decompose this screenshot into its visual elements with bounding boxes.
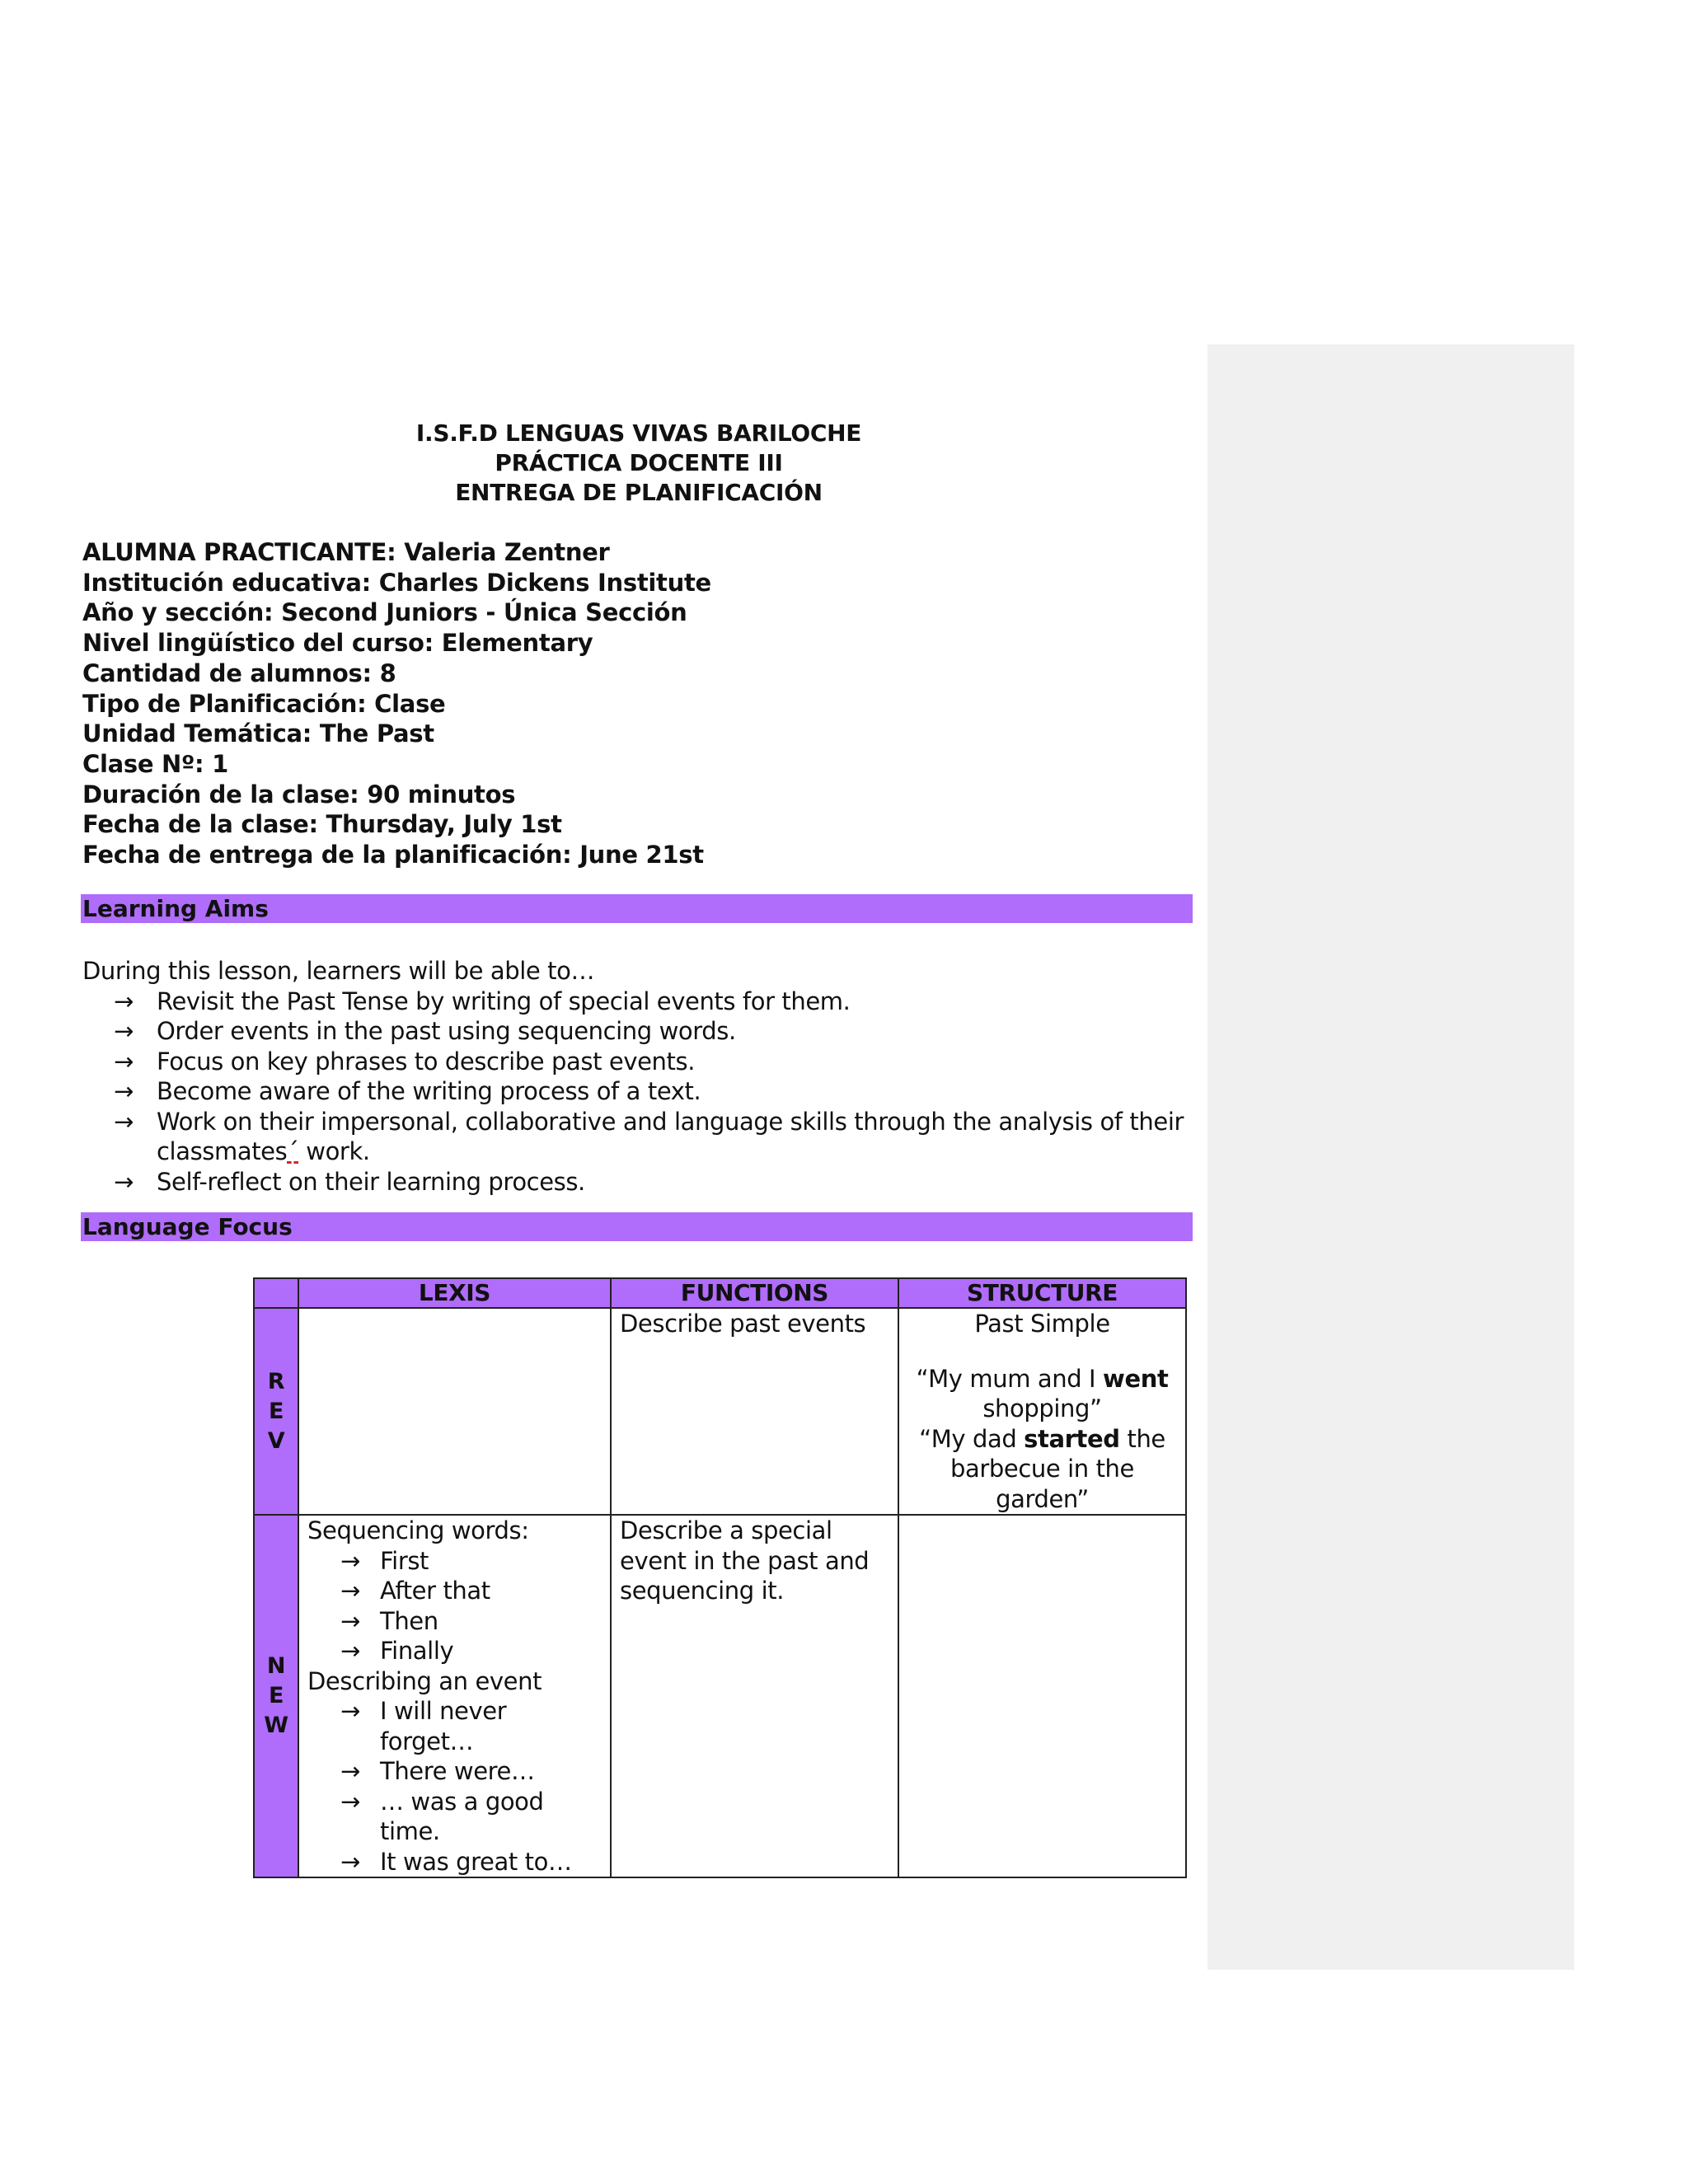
row-label-letter: E <box>268 1683 284 1708</box>
header-doc-type: ENTREGA DE PLANIFICACIÓN <box>455 479 823 506</box>
rev-lexis-cell <box>298 1308 611 1515</box>
structure-title: Past Simple <box>974 1310 1110 1338</box>
info-class-number: Clase Nº: 1 <box>82 749 229 778</box>
new-lexis-cell <box>298 1515 611 1877</box>
list-item <box>307 1636 602 1666</box>
arrow-icon: → <box>340 1637 360 1665</box>
info-delivery-date: Fecha de entrega de la planificación: June 21st <box>82 841 704 869</box>
quote-text: the <box>1119 1424 1165 1453</box>
arrow-icon: → <box>114 1107 134 1136</box>
functions-text: sequencing it. <box>620 1577 785 1605</box>
list-item <box>307 1787 602 1817</box>
arrow-icon: → <box>340 1757 360 1785</box>
lexis-subtitle: Sequencing words: <box>307 1516 529 1544</box>
language-focus-heading: Language Focus <box>81 1212 1193 1241</box>
document-header <box>82 419 1195 508</box>
info-institution: Institución educativa: Charles Dickens Institute <box>82 568 711 597</box>
rev-structure-cell <box>898 1308 1186 1515</box>
aim-text: Revisit the Past Tense by writing of special events for them. <box>157 987 851 1015</box>
arrow-icon: → <box>340 1546 360 1575</box>
list-item <box>82 1016 1195 1047</box>
lexis-item: I will never <box>380 1697 507 1725</box>
arrow-icon: → <box>114 1047 134 1076</box>
example-quote-2-cont: barbecue in the <box>950 1455 1134 1483</box>
lexis-item: It was great to… <box>380 1847 572 1876</box>
list-item <box>307 1696 602 1727</box>
table-corner-cell <box>254 1278 298 1308</box>
info-duration: Duración de la clase: 90 minutos <box>82 780 516 808</box>
info-unit: Unidad Temática: The Past <box>82 719 434 748</box>
arrow-icon: → <box>340 1847 360 1876</box>
table-header-row <box>254 1278 1186 1308</box>
example-quote-1 <box>907 1364 1177 1394</box>
functions-text: event in the past and <box>620 1546 870 1575</box>
aim-text-cont: classmates <box>157 1137 288 1165</box>
list-item <box>307 1847 602 1877</box>
new-functions-cell <box>611 1515 898 1877</box>
info-block <box>82 537 1195 870</box>
arrow-icon: → <box>114 1167 134 1196</box>
example-quote-1-end: shopping” <box>982 1394 1102 1422</box>
lexis-item: Finally <box>380 1637 454 1665</box>
quote-verb: went <box>1103 1364 1169 1393</box>
spelling-mark: ´ <box>287 1137 299 1165</box>
rev-functions-cell: Describe past events <box>611 1308 898 1515</box>
list-item <box>82 1076 1195 1107</box>
list-item <box>307 1606 602 1637</box>
list-item <box>82 1047 1195 1077</box>
functions-text: Describe a special <box>620 1516 832 1544</box>
table-row <box>254 1308 1186 1515</box>
list-item <box>307 1546 602 1577</box>
aim-text: Focus on key phrases to describe past events. <box>157 1047 696 1076</box>
comment-pane <box>1207 344 1574 1970</box>
list-item <box>82 987 1195 1017</box>
header-course: PRÁCTICA DOCENTE III <box>495 449 783 476</box>
lexis-item: First <box>380 1546 429 1575</box>
row-label-letter: N <box>266 1653 286 1679</box>
column-header-functions: FUNCTIONS <box>611 1278 898 1308</box>
arrow-icon: → <box>114 987 134 1015</box>
arrow-icon: → <box>340 1697 360 1725</box>
aim-text: Become aware of the writing process of a text. <box>157 1077 701 1105</box>
row-label-letter: W <box>264 1713 288 1738</box>
info-class-date: Fecha de la clase: Thursday, July 1st <box>82 810 562 839</box>
row-label-rev <box>254 1308 298 1515</box>
learning-aims <box>82 956 1195 1197</box>
learning-aims-heading: Learning Aims <box>81 894 1193 923</box>
lexis-item: Then <box>380 1606 438 1635</box>
quote-text: “My dad <box>919 1424 1025 1453</box>
table-row <box>254 1515 1186 1877</box>
lexis-subtitle: Describing an event <box>307 1666 542 1695</box>
lexis-item: After that <box>380 1577 490 1605</box>
lexis-item: There were… <box>380 1757 535 1785</box>
aim-text-cont-end: work. <box>298 1137 370 1165</box>
aims-intro: During this lesson, learners will be able to… <box>82 957 595 985</box>
list-item <box>82 1167 1195 1197</box>
row-label-letter: E <box>268 1398 284 1424</box>
arrow-icon: → <box>340 1787 360 1816</box>
arrow-icon: → <box>340 1606 360 1635</box>
aims-list <box>82 987 1195 1197</box>
arrow-icon: → <box>114 1017 134 1045</box>
list-item-cont: forget… <box>380 1727 474 1755</box>
aim-text: Work on their impersonal, collaborative and language skills through the analysis of their <box>157 1107 1184 1136</box>
row-label-letter: R <box>267 1368 285 1394</box>
quote-text: “My mum and I <box>916 1364 1104 1393</box>
example-quote-2 <box>907 1424 1177 1455</box>
quote-verb: started <box>1024 1424 1120 1453</box>
language-focus-table <box>253 1277 1187 1878</box>
aim-text: Self-reflect on their learning process. <box>157 1167 585 1196</box>
aim-text: Order events in the past using sequencing words. <box>157 1017 736 1045</box>
column-header-lexis: LEXIS <box>298 1278 611 1308</box>
info-student: ALUMNA PRACTICANTE: Valeria Zentner <box>82 538 610 566</box>
column-header-structure: STRUCTURE <box>898 1278 1186 1308</box>
list-item-cont: time. <box>380 1817 440 1845</box>
row-label-letter: V <box>267 1427 285 1454</box>
new-structure-cell <box>898 1515 1186 1877</box>
info-plan-type: Tipo de Planificación: Clase <box>82 689 446 718</box>
info-year-section: Año y sección: Second Juniors - Única Sección <box>82 598 687 627</box>
example-quote-2-end: garden” <box>996 1484 1089 1513</box>
header-institution: I.S.F.D LENGUAS VIVAS BARILOCHE <box>415 419 862 447</box>
row-label-new <box>254 1515 298 1877</box>
lexis-item: … was a good <box>380 1787 544 1816</box>
arrow-icon: → <box>114 1077 134 1105</box>
info-students-count: Cantidad de alumnos: 8 <box>82 658 396 687</box>
spacer <box>907 1339 1177 1364</box>
list-item <box>82 1107 1195 1167</box>
info-level: Nivel lingüístico del curso: Elementary <box>82 629 593 658</box>
list-item <box>307 1756 602 1787</box>
arrow-icon: → <box>340 1577 360 1605</box>
list-item <box>307 1576 602 1606</box>
